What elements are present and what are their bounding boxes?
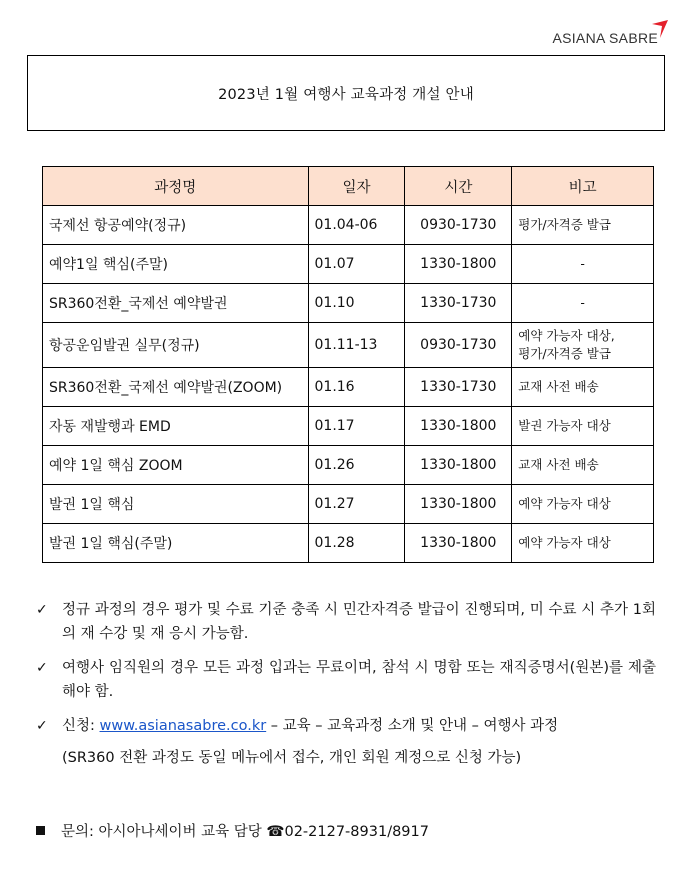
table-row	[43, 407, 654, 446]
page-title: 2023년 1월 여행사 교육과정 개설 안내	[218, 86, 474, 103]
asianasabre-link[interactable]: www.asianasabre.co.kr	[99, 718, 267, 734]
cell-course: 발권 1일 핵심(주말)	[43, 524, 309, 563]
table-row	[43, 524, 654, 563]
logo-text: ASIANA SABRE	[552, 30, 658, 46]
table-row	[43, 485, 654, 524]
title-box	[27, 55, 665, 131]
cell-time: 1330-1800	[405, 524, 512, 563]
cell-note: 교재 사전 배송	[512, 368, 654, 407]
header-time: 시간	[405, 167, 512, 206]
cell-date: 01.16	[308, 368, 405, 407]
cell-date: 01.11-13	[308, 323, 405, 368]
square-bullet-icon	[36, 826, 45, 835]
note-item	[36, 598, 656, 646]
cell-note: 예약 가능자 대상	[512, 485, 654, 524]
course-schedule-table	[42, 166, 654, 563]
header-course: 과정명	[43, 167, 309, 206]
note-item	[36, 714, 656, 738]
cell-course: 항공운임발권 실무(정규)	[43, 323, 309, 368]
table-row	[43, 368, 654, 407]
cell-date: 01.27	[308, 485, 405, 524]
note-text-suffix: – 교육 – 교육과정 소개 및 안내 – 여행사 과정	[266, 718, 559, 734]
cell-note	[512, 323, 654, 368]
cell-time: 1330-1730	[405, 368, 512, 407]
table-header-row	[43, 167, 654, 206]
cell-date: 01.26	[308, 446, 405, 485]
cell-note: 발권 가능자 대상	[512, 407, 654, 446]
note-item	[36, 656, 656, 704]
cell-course: SR360전환_국제선 예약발권(ZOOM)	[43, 368, 309, 407]
note-text: 여행사 임직원의 경우 모든 과정 입과는 무료이며, 참석 시 명함 또는 재직증명서(원본)를 제출해야 함.	[62, 660, 656, 700]
cell-time: 0930-1730	[405, 206, 512, 245]
table-row	[43, 446, 654, 485]
cell-course: 국제선 항공예약(정규)	[43, 206, 309, 245]
cell-date: 01.04-06	[308, 206, 405, 245]
logo-swoosh-icon	[650, 18, 672, 40]
cell-time: 0930-1730	[405, 323, 512, 368]
cell-time: 1330-1800	[405, 407, 512, 446]
note-text: 정규 과정의 경우 평가 및 수료 기준 충족 시 민간자격증 발급이 진행되며, 미 수료 시 추가 1회의 재 수강 및 재 응시 가능함.	[62, 602, 656, 642]
cell-note: 예약 가능자 대상	[512, 524, 654, 563]
check-icon: ✓	[36, 660, 48, 676]
cell-time: 1330-1800	[405, 446, 512, 485]
notes-list	[36, 598, 656, 770]
cell-course: 자동 재발행과 EMD	[43, 407, 309, 446]
check-icon: ✓	[36, 718, 48, 734]
cell-course: 예약 1일 핵심 ZOOM	[43, 446, 309, 485]
table-row	[43, 206, 654, 245]
cell-note: -	[512, 284, 654, 323]
header-date: 일자	[308, 167, 405, 206]
check-icon: ✓	[36, 602, 48, 618]
cell-note: -	[512, 245, 654, 284]
cell-note-line: 예약 가능자 대상,	[518, 328, 615, 343]
cell-course: 예약1일 핵심(주말)	[43, 245, 309, 284]
cell-date: 01.10	[308, 284, 405, 323]
cell-time: 1330-1800	[405, 245, 512, 284]
contact-line	[36, 820, 429, 841]
cell-time: 1330-1730	[405, 284, 512, 323]
cell-date: 01.07	[308, 245, 405, 284]
contact-text: 문의: 아시아나세이버 교육 담당 ☎02-2127-8931/8917	[61, 824, 429, 840]
cell-date: 01.17	[308, 407, 405, 446]
header-note: 비고	[512, 167, 654, 206]
cell-note: 평가/자격증 발급	[512, 206, 654, 245]
cell-time: 1330-1800	[405, 485, 512, 524]
table-row	[43, 284, 654, 323]
table-row	[43, 323, 654, 368]
cell-note-line: 평가/자격증 발급	[518, 346, 611, 361]
cell-date: 01.28	[308, 524, 405, 563]
cell-course: SR360전환_국제선 예약발권	[43, 284, 309, 323]
note-text-prefix: 신청:	[62, 718, 100, 734]
cell-note: 교재 사전 배송	[512, 446, 654, 485]
note-subtext: (SR360 전환 과정도 동일 메뉴에서 접수, 개인 회원 계정으로 신청 가능)	[62, 750, 522, 766]
table-row	[43, 245, 654, 284]
cell-course: 발권 1일 핵심	[43, 485, 309, 524]
